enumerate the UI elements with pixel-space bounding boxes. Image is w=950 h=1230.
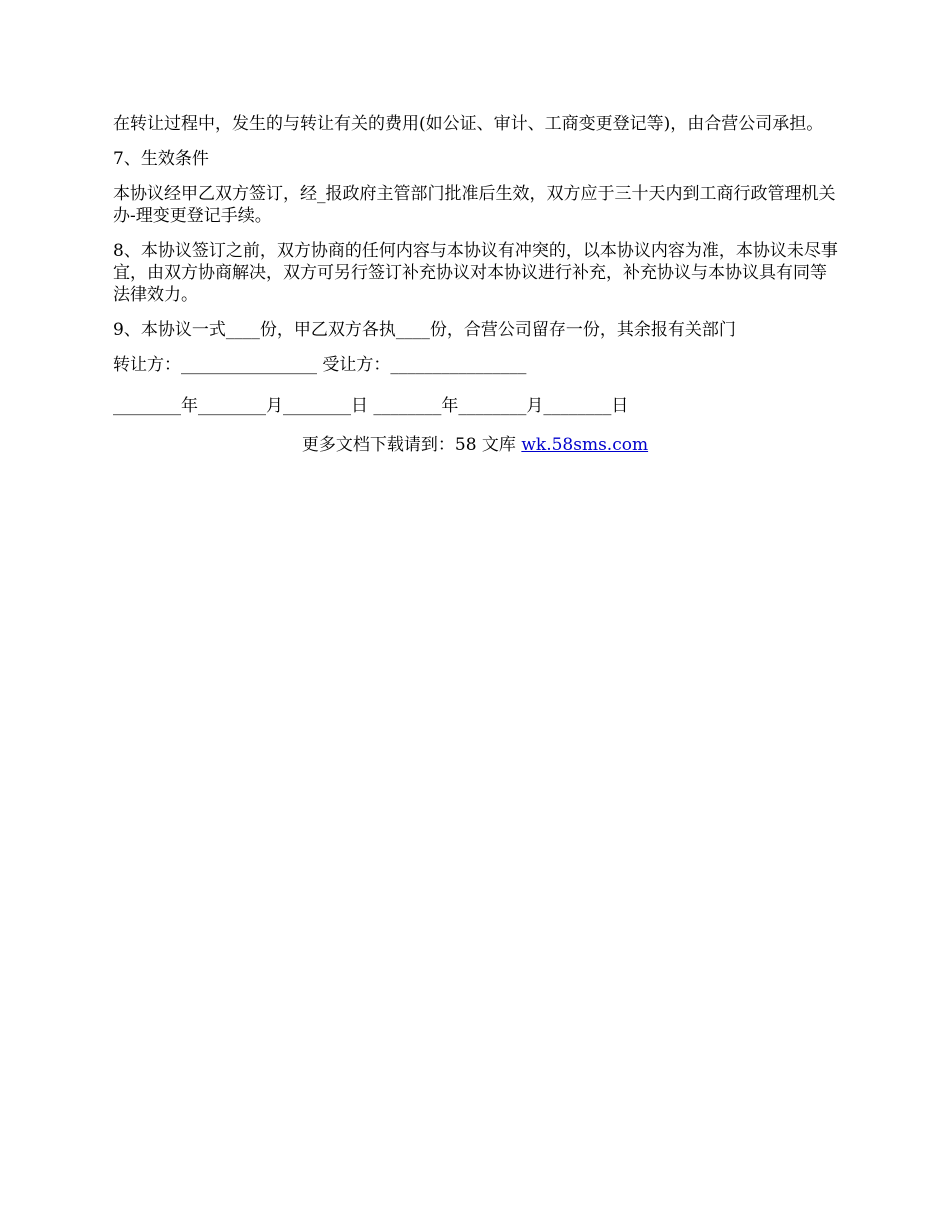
paragraph-effective-conditions: 本协议经甲乙双方签订，经_报政府主管部门批准后生效，双方应于三十天内到工商行政管理机关办-理变更登记手续。 <box>113 184 836 226</box>
footer-link[interactable]: wk.58sms.com <box>521 435 649 455</box>
footer-text: 更多文档下载请到：58 文库 <box>301 435 522 455</box>
date-line: ________年________月________日 ________年________月________日 <box>113 396 629 416</box>
paragraph-conflict-clause: 8、本协议签订之前，双方协商的任何内容与本协议有冲突的，以本协议内容为准，本协议未尽事宜，由双方协商解决，双方可另行签订补充协议对本协议进行补充，补充协议与本协议具有同等法律效力。 <box>113 241 838 305</box>
paragraph-transfer-fees: 在转让过程中，发生的与转让有关的费用(如公证、审计、工商变更登记等)，由合营公司承担。 <box>113 114 824 134</box>
footer <box>0 434 950 456</box>
document-page <box>113 113 841 456</box>
heading-effective-conditions: 7、生效条件 <box>113 149 209 169</box>
signature-line: 转让方：________________ 受让方：________________ <box>113 355 527 375</box>
paragraph-copies-clause: 9、本协议一式____份，甲乙双方各执____份，合营公司留存一份，其余报有关部门 <box>113 320 736 340</box>
